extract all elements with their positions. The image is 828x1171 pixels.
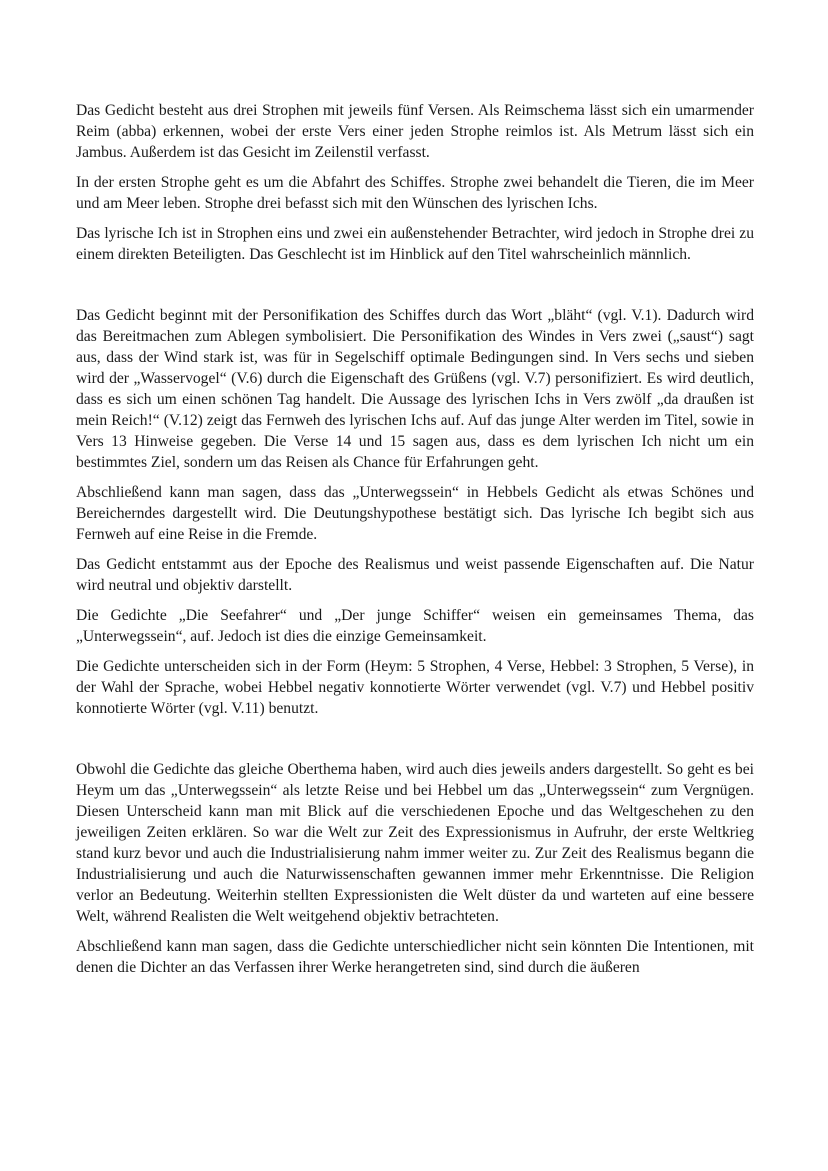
paragraph-content-overview: In der ersten Strophe geht es um die Abfahrt des Schiffes. Strophe zwei behandelt die Tieren, die im Meer und am Meer leben. Strophe drei befasst sich mit den Wünschen des lyrischen Ichs. <box>76 174 754 212</box>
paragraph-stylistic-devices: Das Gedicht beginnt mit der Personifikation des Schiffes durch das Wort „bläht“ (vgl. V.1). Dadurch wird das Bereitmachen zum Ablegen symbolisiert. Die Personifikation des Windes in Vers zwei („saust“) sagt aus, dass der Wind stark ist, was für in Segelschiff optimale Bedingungen sind. In Vers sechs und sieben wird der „Wasservogel“ (V.6) durch die Eigenschaft des Grüßens (vgl. V.7) personifiziert. Es wird deutlich, dass es sich um einen schönen Tag handelt. Die Aussage des lyrischen Ichs in Vers zwölf „da draußen ist mein Reich!“ (V.12) zeigt das Fernweh des lyrischen Ichs auf. Auf das junge Alter werden im Titel, sowie in Vers 13 Hinweise gegeben. Die Verse 14 und 15 sagen aus, dass es dem lyrischen Ich nicht um ein bestimmtes Ziel, sondern um das Reisen als Chance für Erfahrungen geht. <box>76 307 754 471</box>
paragraph-form-analysis: Das Gedicht besteht aus drei Strophen mit jeweils fünf Versen. Als Reimschema lässt sich ein umarmender Reim (abba) erkennen, wobei der erste Vers einer jeden Strophe reimlos ist. Als Metrum lässt sich ein Jambus. Außerdem ist das Gesicht im Zeilenstil verfasst. <box>76 102 754 161</box>
paragraph-final-conclusion: Abschließend kann man sagen, dass die Gedichte unterschiedlicher nicht sein könnten Die Intentionen, mit denen die Dichter an das Verfassen ihrer Werke herangetreten sind, sind durch die äußeren <box>76 938 754 976</box>
paragraph-lyrical-self: Das lyrische Ich ist in Strophen eins und zwei ein außenstehender Betrachter, wird jedoch in Strophe drei zu einem direkten Beteiligten. Das Geschlecht ist im Hinblick auf den Titel wahrscheinlich männlich. <box>76 225 754 263</box>
paragraph-conclusion-hebbel: Abschließend kann man sagen, dass das „Unterwegssein“ in Hebbels Gedicht als etwas Schönes und Bereicherndes dargestellt wird. Die Deutungshypothese bestätigt sich. Das lyrische Ich begibt sich aus Fernweh auf eine Reise in die Fremde. <box>76 484 754 543</box>
paragraph-comparison-form: Die Gedichte unterscheiden sich in der Form (Heym: 5 Strophen, 4 Verse, Hebbel: 3 Strophen, 5 Verse), in der Wahl der Sprache, wobei Hebbel negativ konnotierte Wörter verwendet (vgl. V.7) und Hebbel positiv konnotierte Wörter (vgl. V.11) benutzt. <box>76 658 754 717</box>
paragraph-comparison-context: Obwohl die Gedichte das gleiche Oberthema haben, wird auch dies jeweils anders dargestellt. So geht es bei Heym um das „Unterwegssein“ als letzte Reise und bei Hebbel um das „Unterwegssein“ zum Vergnügen. Diesen Unterscheid kann man mit Blick auf die verschiedenen Epoche und das Weltgeschehen zu den jeweiligen Zeiten erklären. So war die Welt zur Zeit des Expressionismus in Aufruhr, der erste Weltkrieg stand kurz bevor und auch die Industrialisierung nahm immer weiter zu. Zur Zeit des Realismus begann die Industrialisierung und auch die Naturwissenschaften gewannen immer mehr Erkenntnisse. Die Religion verlor an Bedeutung. Weiterhin stellten Expressionisten die Welt düster da und warteten auf eine bessere Welt, während Realisten die Welt weitgehend objektiv betrachteten. <box>76 761 754 925</box>
document-page <box>76 100 754 987</box>
paragraph-epoch: Das Gedicht entstammt aus der Epoche des Realismus und weist passende Eigenschaften auf. Die Natur wird neutral und objektiv darstellt. <box>76 556 754 594</box>
paragraph-comparison-theme: Die Gedichte „Die Seefahrer“ und „Der junge Schiffer“ weisen ein gemeinsames Thema, das „Unterwegssein“, auf. Jedoch ist dies die einzige Gemeinsamkeit. <box>76 607 754 645</box>
